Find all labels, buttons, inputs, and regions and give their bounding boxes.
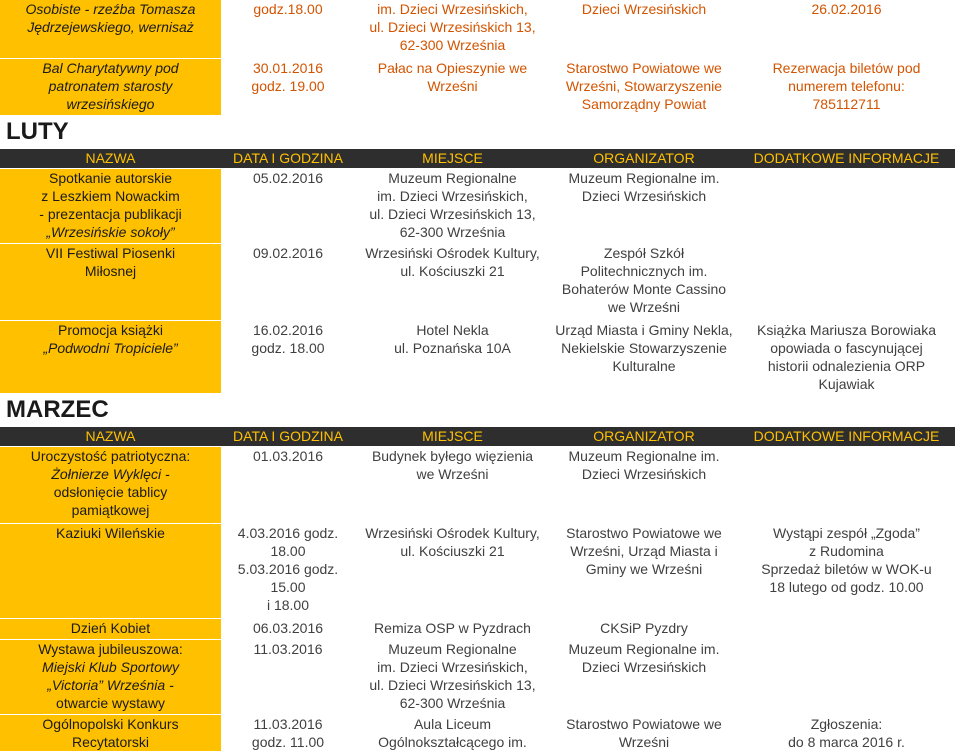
- event-name-cell: [0, 0, 221, 59]
- text-line: ul. Dzieci Wrzesińskich 13,: [369, 206, 536, 222]
- text-line: otwarcie wystawy: [56, 695, 165, 711]
- organizer-cell: [550, 619, 738, 640]
- info-cell: [738, 447, 955, 524]
- text-line: Kujawiak: [818, 376, 875, 392]
- text-line: odsłonięcie tablicy: [53, 484, 168, 500]
- date-cell: [221, 321, 355, 394]
- text-line: Wrzesiński Ośrodek Kultury,: [365, 245, 540, 261]
- month-heading: MARZEC: [0, 394, 955, 426]
- text-line: godz. 19.00: [251, 78, 325, 94]
- text-line: Bohaterów Monte Cassino: [561, 281, 727, 297]
- table-row: [0, 619, 955, 640]
- text-line: 4.03.2016 godz. 18.00: [237, 525, 339, 559]
- header-row: [0, 427, 955, 447]
- info-cell: [738, 715, 955, 752]
- table-row: [0, 0, 955, 59]
- text-line: - prezentacja publikacji: [39, 206, 182, 222]
- text-line: 785112711: [812, 96, 881, 112]
- info-cell: [738, 59, 955, 116]
- text-line: ul. Kościuszki 21: [400, 263, 505, 279]
- text-line: Gminy we Wrześni: [585, 561, 703, 577]
- text-line: 62-300 Września: [399, 37, 506, 53]
- text-line: 16.02.2016: [252, 322, 324, 338]
- date-cell: [221, 715, 355, 752]
- text-line: Uroczystość patriotyczna:: [30, 448, 191, 464]
- event-name-cell: [0, 447, 221, 524]
- text-line: Muzeum Regionalne im.: [568, 170, 720, 186]
- text-line: we Wrześni: [416, 466, 489, 482]
- place-cell: [355, 59, 550, 116]
- text-line: Kaziuki Wileńskie: [56, 525, 165, 541]
- text-line: Dzieci Wrzesińskich: [581, 1, 707, 17]
- date-cell: [221, 59, 355, 116]
- text-line: 05.02.2016: [252, 170, 324, 186]
- column-header: MIEJSCE: [355, 427, 550, 447]
- text-line: ul. Poznańska 10A: [394, 340, 511, 356]
- event-name-cell: [0, 524, 221, 619]
- text-line: pamiątkowej: [71, 502, 150, 518]
- table-row: [0, 244, 955, 321]
- place-cell: [355, 321, 550, 394]
- text-line: 11.03.2016: [253, 716, 323, 732]
- event-name-cell: [0, 244, 221, 321]
- place-cell: [355, 447, 550, 524]
- text-line: Muzeum Regionalne im.: [568, 641, 720, 657]
- text-line: Miłosnej: [84, 263, 137, 279]
- text-line: Bal Charytatywny pod: [42, 60, 179, 76]
- text-line: Ogólnokształcącego im.: [378, 734, 527, 750]
- text-line: Politechnicznych im.: [580, 263, 708, 279]
- text-line: Jędrzejewskiego, wernisaż: [27, 19, 194, 35]
- text-line: Książka Mariusza Borowiaka: [757, 322, 936, 338]
- place-cell: [355, 524, 550, 619]
- month-heading: LUTY: [0, 116, 955, 148]
- organizer-cell: [550, 59, 738, 116]
- column-header: NAZWA: [0, 427, 221, 447]
- text-line: Muzeum Regionalne: [388, 170, 517, 186]
- text-line: 5.03.2016 godz. 15.00: [237, 561, 339, 595]
- event-name-cell: [0, 640, 221, 715]
- text-line: ul. Dzieci Wrzesińskich 13,: [369, 677, 536, 693]
- text-line: Wystawa jubileuszowa:: [38, 641, 183, 657]
- date-cell: [221, 0, 355, 59]
- text-line: Zespół Szkół: [603, 245, 685, 261]
- text-line: Ogólnopolski Konkurs: [42, 716, 179, 732]
- text-line: z Leszkiem Nowackim: [41, 188, 180, 204]
- text-line: 26.02.2016: [811, 1, 882, 17]
- text-line: Starostwo Powiatowe we: [566, 60, 722, 76]
- text-line: 11.03.2016: [253, 641, 323, 657]
- text-line: im. Dzieci Wrzesińskich,: [377, 1, 528, 17]
- column-header: ORGANIZATOR: [550, 427, 738, 447]
- info-cell: [738, 640, 955, 715]
- text-line: Promocja książki: [57, 322, 164, 338]
- text-line: Wrzesiński Ośrodek Kultury,: [365, 525, 540, 541]
- table-row: [0, 524, 955, 619]
- table-row: [0, 321, 955, 394]
- date-cell: [221, 447, 355, 524]
- text-line: „Wrzesińskie sokoły”: [46, 224, 175, 240]
- text-line: VII Festiwal Piosenki: [45, 245, 176, 261]
- text-line: ul. Dzieci Wrzesińskich 13,: [369, 19, 536, 35]
- organizer-cell: [550, 640, 738, 715]
- table-row: [0, 447, 955, 524]
- text-line: 62-300 Września: [399, 695, 506, 711]
- organizer-cell: [550, 244, 738, 321]
- text-line: z Rudomina: [809, 543, 884, 559]
- table-row: [0, 169, 955, 244]
- month-row: [0, 116, 955, 149]
- text-line: ul. Kościuszki 21: [400, 543, 505, 559]
- text-line: Urząd Miasta i Gminy Nekla,: [555, 322, 733, 338]
- text-line: Żołnierze Wyklęci -: [51, 466, 170, 482]
- event-name-cell: [0, 619, 221, 640]
- text-line: Dzieci Wrzesińskich: [581, 188, 707, 204]
- text-line: 18 lutego od godz. 10.00: [769, 579, 924, 595]
- text-line: CKSiP Pyzdry: [600, 620, 688, 636]
- place-cell: [355, 640, 550, 715]
- text-line: Kulturalne: [612, 358, 676, 374]
- column-header: DODATKOWE INFORMACJE: [738, 427, 955, 447]
- text-line: godz.18.00: [253, 1, 323, 17]
- text-line: historii odnalezienia ORP: [767, 358, 926, 374]
- text-line: 62-300 Września: [399, 224, 506, 240]
- text-line: opowiada o fascynującej: [770, 340, 923, 356]
- text-line: wrzesińskiego: [66, 96, 155, 112]
- column-header: DATA I GODZINA: [221, 427, 355, 447]
- text-line: i 18.00: [266, 597, 310, 613]
- date-cell: [221, 524, 355, 619]
- info-cell: [738, 321, 955, 394]
- text-line: Wrześni: [427, 78, 478, 94]
- text-line: „Podwodni Tropiciele”: [43, 340, 178, 356]
- text-line: „Victoria” Września -: [47, 677, 174, 693]
- text-line: Wrześni, Stowarzyszenie: [565, 78, 723, 94]
- info-cell: [738, 169, 955, 244]
- organizer-cell: [550, 321, 738, 394]
- text-line: godz. 11.00: [251, 734, 325, 750]
- text-line: numerem telefonu:: [788, 78, 905, 94]
- text-line: Pałac na Opieszynie we: [377, 60, 528, 76]
- text-line: Remiza OSP w Pyzdrach: [374, 620, 531, 636]
- column-header: NAZWA: [0, 149, 221, 169]
- event-name-cell: [0, 169, 221, 244]
- text-line: im. Dzieci Wrzesińskich,: [377, 659, 528, 675]
- info-cell: [738, 0, 955, 59]
- event-name-cell: [0, 715, 221, 752]
- header-row: [0, 149, 955, 169]
- text-line: do 8 marca 2016 r.: [788, 734, 905, 750]
- text-line: 01.03.2016: [252, 448, 324, 464]
- event-name-cell: [0, 59, 221, 116]
- info-cell: [738, 619, 955, 640]
- text-line: Muzeum Regionalne im.: [568, 448, 720, 464]
- organizer-cell: [550, 0, 738, 59]
- info-cell: [738, 244, 955, 321]
- text-line: patronatem starosty: [48, 78, 173, 94]
- place-cell: [355, 715, 550, 752]
- text-line: Wystąpi zespół „Zgoda”: [773, 525, 920, 541]
- column-header: ORGANIZATOR: [550, 149, 738, 169]
- text-line: im. Dzieci Wrzesińskich,: [377, 188, 528, 204]
- event-name-cell: [0, 321, 221, 394]
- place-cell: [355, 619, 550, 640]
- text-line: Zgłoszenia:: [810, 716, 883, 732]
- text-line: Aula Liceum: [413, 716, 492, 732]
- text-line: godz. 18.00: [251, 340, 325, 356]
- text-line: Wrześni, Urząd Miasta i: [570, 543, 718, 559]
- date-cell: [221, 619, 355, 640]
- organizer-cell: [550, 447, 738, 524]
- text-line: Dzieci Wrzesińskich: [581, 466, 707, 482]
- text-line: Starostwo Powiatowe we: [566, 525, 722, 541]
- text-line: Dzień Kobiet: [70, 620, 151, 636]
- text-line: Miejski Klub Sportowy: [42, 659, 179, 675]
- text-line: Spotkanie autorskie: [49, 170, 172, 186]
- text-line: 30.01.2016: [252, 60, 324, 76]
- text-line: Recytatorski: [71, 734, 150, 750]
- text-line: Nekielskie Stowarzyszenie: [561, 340, 727, 356]
- text-line: Sprzedaż biletów w WOK-u: [761, 561, 932, 577]
- column-header: DODATKOWE INFORMACJE: [738, 149, 955, 169]
- place-cell: [355, 244, 550, 321]
- info-cell: [738, 524, 955, 619]
- text-line: Muzeum Regionalne: [388, 641, 517, 657]
- month-row: [0, 394, 955, 427]
- organizer-cell: [550, 715, 738, 752]
- column-header: MIEJSCE: [355, 149, 550, 169]
- text-line: Budynek byłego więzienia: [371, 448, 534, 464]
- text-line: 09.02.2016: [252, 245, 324, 261]
- text-line: Samorządny Powiat: [581, 96, 707, 112]
- column-header: DATA I GODZINA: [221, 149, 355, 169]
- organizer-cell: [550, 524, 738, 619]
- text-line: Rezerwacja biletów pod: [772, 60, 921, 76]
- date-cell: [221, 244, 355, 321]
- text-line: Hotel Nekla: [416, 322, 489, 338]
- table-row: [0, 59, 955, 116]
- text-line: Dzieci Wrzesińskich: [581, 659, 707, 675]
- text-line: we Wrześni: [607, 299, 681, 315]
- table-row: [0, 715, 955, 752]
- organizer-cell: [550, 169, 738, 244]
- text-line: Starostwo Powiatowe we: [566, 716, 722, 732]
- place-cell: [355, 0, 550, 59]
- text-line: Wrześni: [618, 734, 670, 750]
- text-line: 06.03.2016: [252, 620, 324, 636]
- place-cell: [355, 169, 550, 244]
- date-cell: [221, 169, 355, 244]
- table-row: [0, 640, 955, 715]
- date-cell: [221, 640, 355, 715]
- text-line: Osobiste - rzeźba Tomasza: [25, 1, 196, 17]
